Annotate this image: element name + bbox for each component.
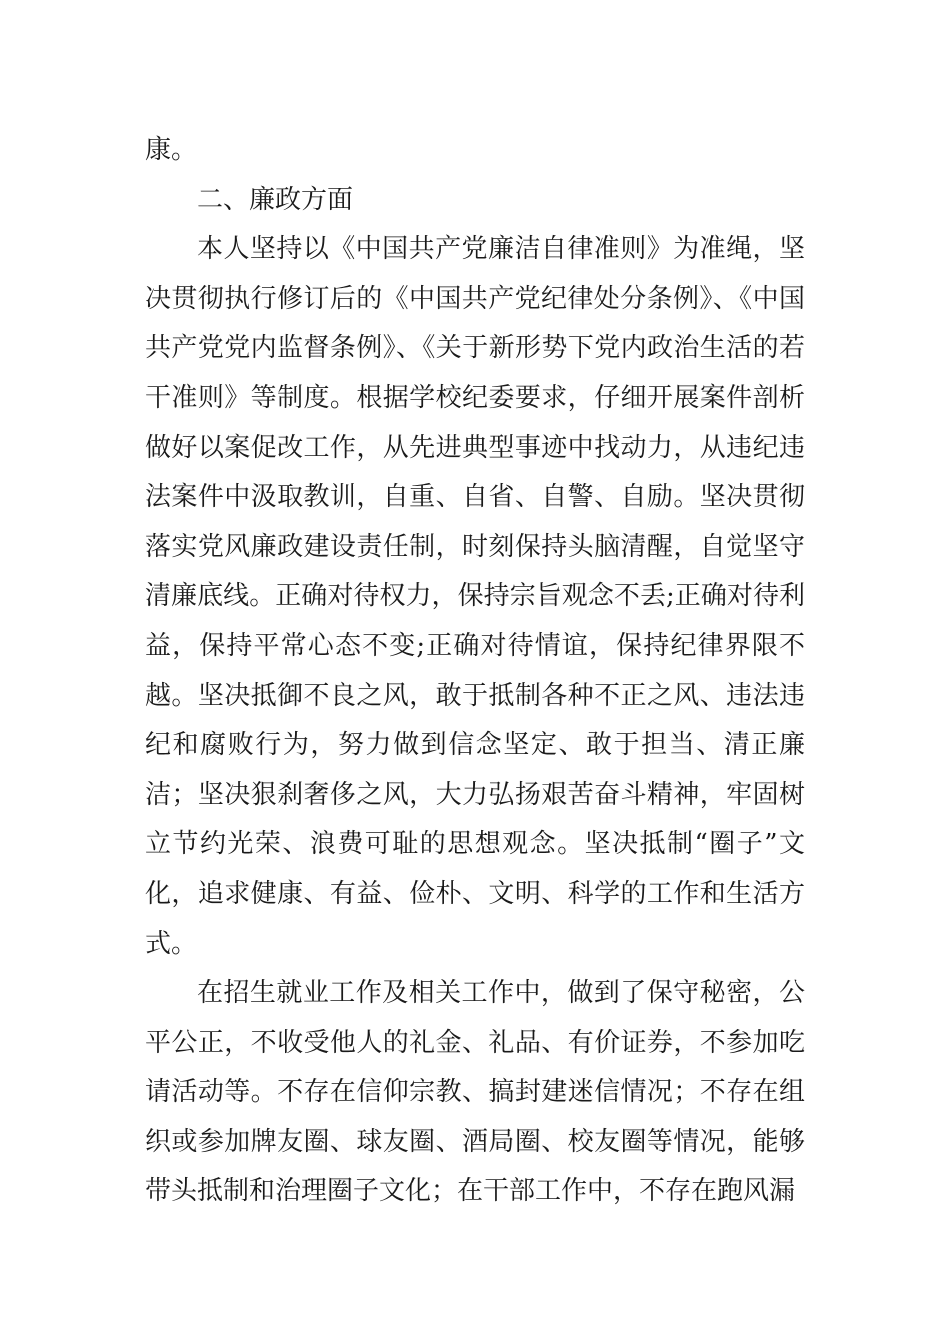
document-body [145, 126, 805, 1217]
paragraph-integrity: 本人坚持以《中国共产党廉洁自律准则》为准绳，坚决贯彻执行修订后的《中国共产党纪律处分条例》、《中国共产党党内监督条例》、《关于新形势下党内政治生活的若干准则》等制度。根据学校纪委要求，仔细开展案件剖析做好以案促改工作，从先进典型事迹中找动力，从违纪违法案件中汲取教训，自重、自省、自警、自励。坚决贯彻落实党风廉政建设责任制，时刻保持头脑清醒，自觉坚守清廉底线。正确对待权力，保持宗旨观念不丢;正确对待利益，保持平常心态不变;正确对待情谊，保持纪律界限不越。坚决抵御不良之风，敢于抵制各种不正之风、违法违纪和腐败行为，努力做到信念坚定、敢于担当、清正廉洁；坚决狠刹奢侈之风，大力弘扬艰苦奋斗精神，牢固树立节约光荣、浪费可耻的思想观念。坚决抵制“圈子”文化，追求健康、有益、俭朴、文明、科学的工作和生活方式。 [145, 234, 805, 959]
section-heading: 二、廉政方面 [197, 184, 354, 215]
paragraph-continuation: 康。 [145, 135, 198, 165]
paragraph-admissions: 在招生就业工作及相关工作中，做到了保守秘密，公平公正，不收受他人的礼金、礼品、有价证券，不参加吃请活动等。不存在信仰宗教、搞封建迷信情况；不存在组织或参加牌友圈、球友圈、酒局圈、校友圈等情况，能够带头抵制和治理圈子文化；在干部工作中，不存在跑风漏 [145, 978, 805, 1207]
